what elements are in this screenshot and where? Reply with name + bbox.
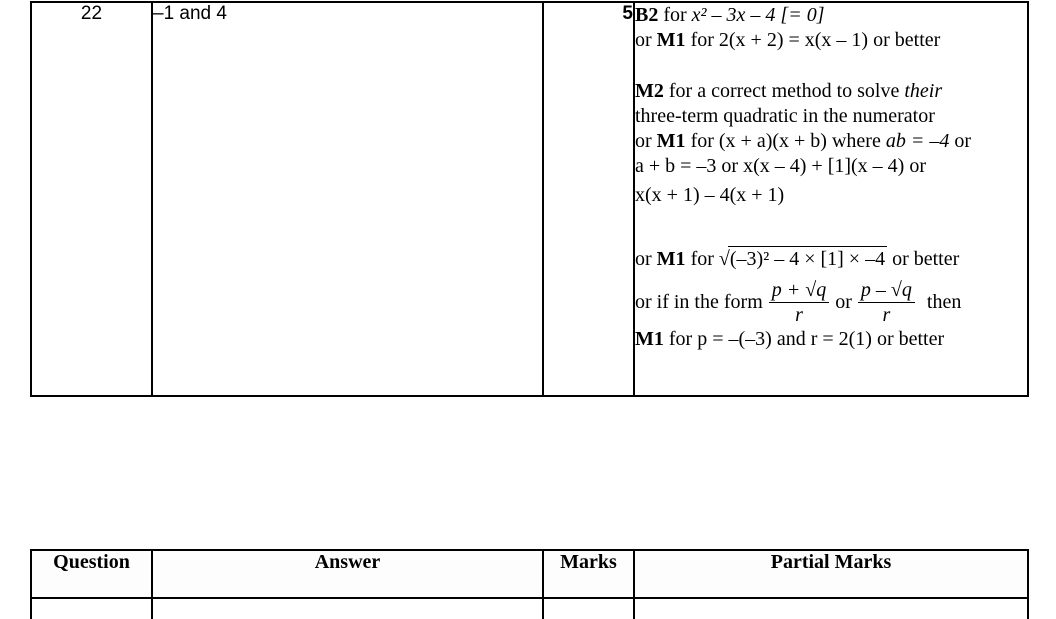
m1-line-2: or M1 for (x + a)(x + b) where ab = –4 or — [635, 130, 971, 152]
form-line: or if in the form $\frac{p + √q}{r}$ or $\frac{p - √q}{r}$ then — [635, 279, 962, 326]
header-question: Question — [31, 550, 152, 598]
header-row — [31, 550, 1028, 598]
marks-cell: 5 — [543, 2, 634, 396]
fraction-minus: $\frac{p - √q}{r}$ — [858, 278, 915, 327]
m1-final-line: M1 for p = –(–3) and r = 2(1) or better — [635, 328, 945, 350]
header-partial-marks: Partial Marks — [634, 550, 1028, 598]
partial-marks-cell — [634, 2, 1028, 396]
m1-line-2b: a + b = –3 or x(x – 4) + [1](x – 4) or — [635, 155, 926, 177]
m2-line-2: three-term quadratic in the numerator — [635, 105, 935, 127]
b2-line: B2 for x² – 3x – 4 [= 0] — [635, 4, 825, 26]
fraction-plus: $\frac{p + √q}{r}$ — [769, 278, 829, 327]
m1-line-2c: x(x + 1) – 4(x + 1) — [635, 184, 785, 206]
header-answer: Answer — [152, 550, 543, 598]
table-row — [31, 2, 1028, 396]
mark-scheme-header-table — [30, 549, 1029, 619]
table-row — [31, 598, 1028, 619]
mark-scheme-row-table — [30, 1, 1029, 397]
m1-line-1: or M1 for 2(x + 2) = x(x – 1) or better — [635, 29, 941, 51]
answer-cell: –1 and 4 — [152, 2, 543, 396]
m1-sqrt-line: or M1 for √(–3)² – 4 × [1] × –4 or better — [635, 248, 960, 270]
header-marks: Marks — [543, 550, 634, 598]
question-number: 22 — [31, 2, 152, 396]
square-root: √(–3)² – 4 × [1] × –4 — [718, 248, 886, 270]
m2-line: M2 for a correct method to solve their — [635, 80, 943, 102]
